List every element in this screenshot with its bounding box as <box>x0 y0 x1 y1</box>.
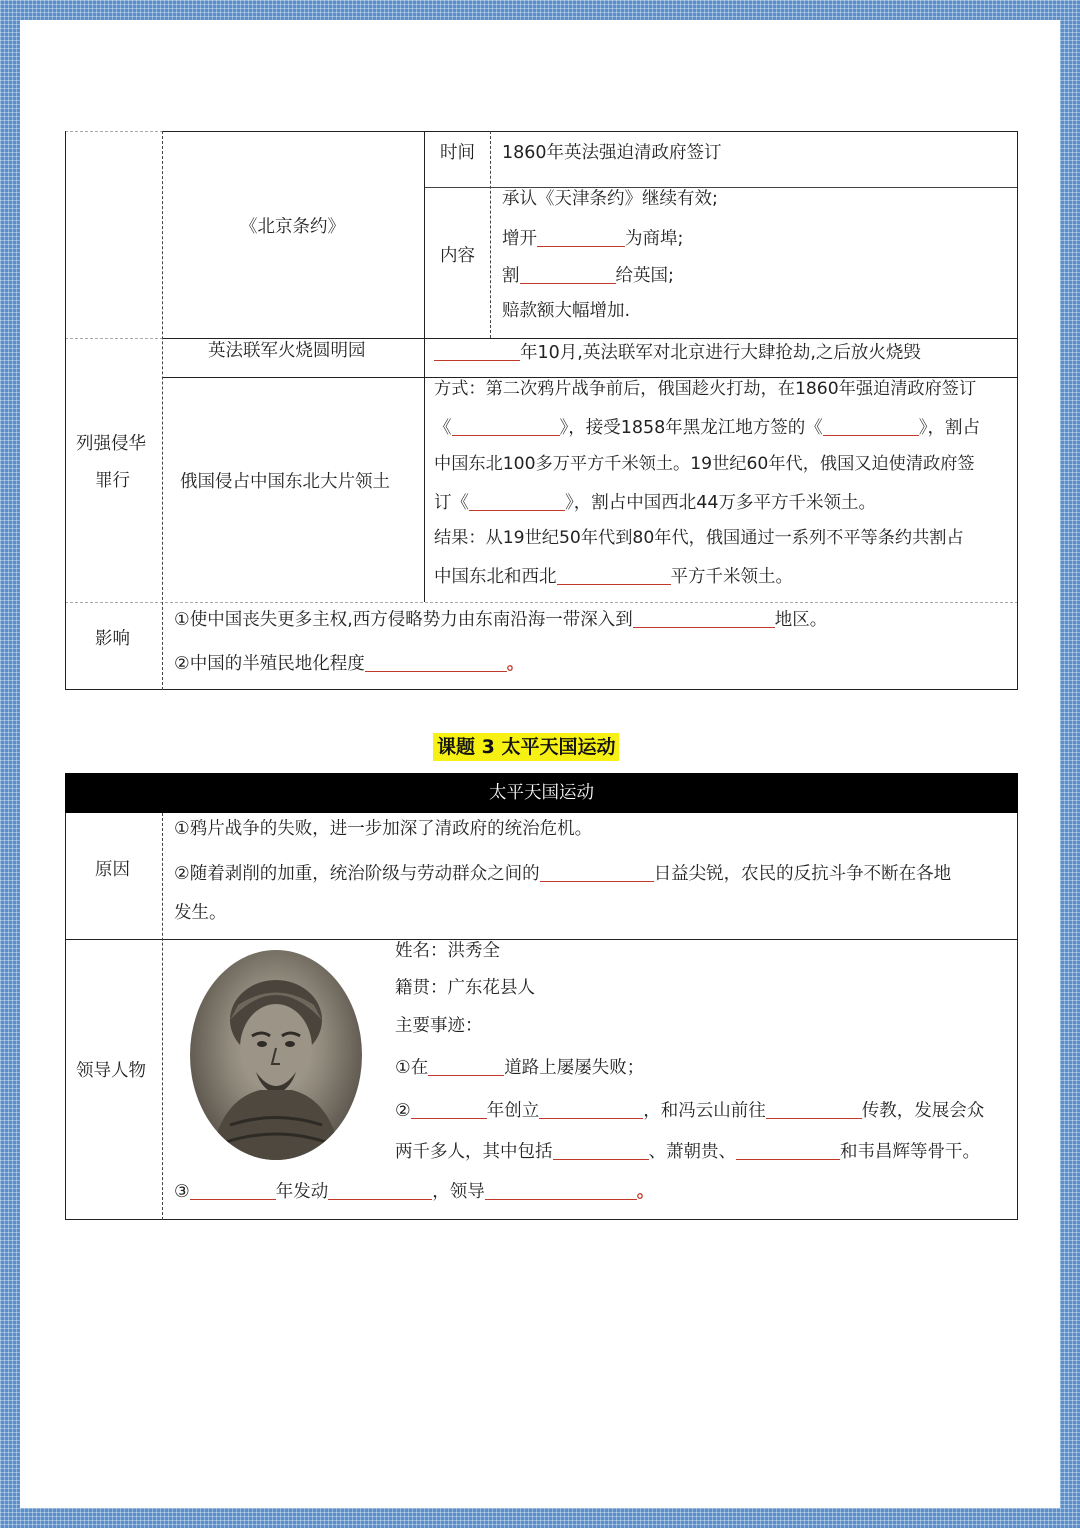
table-border <box>162 813 163 1220</box>
table-border <box>163 131 1018 132</box>
text: 年10月,英法联军对北京进行大肆抢劫,之后放火烧毁 <box>520 343 921 363</box>
text: 》，割占中国西北44万多平方千米领土。 <box>565 493 877 513</box>
table-border <box>65 689 1018 690</box>
table-border <box>163 338 1018 339</box>
text: 订《 <box>434 493 469 513</box>
text: 平方千米领土。 <box>670 567 793 587</box>
text: 传教，发展会众 <box>861 1101 985 1121</box>
text: 中国东北和西北 <box>434 567 557 587</box>
russia-line <box>434 567 793 587</box>
text: 道路上屡屡失败； <box>504 1058 645 1078</box>
text: 《 <box>434 418 452 438</box>
row-header-crimes-line2: 罪行 <box>95 471 130 491</box>
table-border <box>1017 813 1018 1220</box>
fill-blank[interactable] <box>520 266 616 284</box>
fill-blank[interactable] <box>823 418 919 436</box>
fill-blank[interactable] <box>365 654 507 672</box>
event-russia: 俄国侵占中国东北大片领土 <box>180 472 390 492</box>
yuanmingyuan-text <box>434 343 921 363</box>
fill-blank[interactable] <box>411 1101 487 1119</box>
deed-line <box>395 1101 984 1121</box>
fill-blank[interactable] <box>553 1142 649 1160</box>
text: ①使中国丧失更多主权,西方侵略势力由东南沿海一带深入到 <box>174 610 633 630</box>
text: 增开 <box>502 229 537 249</box>
leader-origin: 籍贯：广东花县人 <box>395 978 535 998</box>
table-border <box>1017 131 1018 690</box>
eye <box>257 1041 267 1047</box>
cause-line: 发生。 <box>174 903 227 923</box>
cause-line <box>174 864 951 884</box>
fill-blank[interactable] <box>434 343 520 361</box>
text: 两千多人，其中包括 <box>395 1142 553 1162</box>
fill-blank[interactable] <box>452 418 560 436</box>
text: 给英国; <box>615 266 674 286</box>
text: ，领导 <box>432 1182 485 1202</box>
fill-blank[interactable] <box>428 1058 504 1076</box>
russia-line <box>434 418 980 438</box>
table-border <box>490 131 491 338</box>
row-header-leader: 领导人物 <box>76 1061 146 1081</box>
content-line: 承认《天津条约》继续有效; <box>502 189 718 209</box>
table-header: 太平天国运动 <box>65 773 1018 813</box>
text: 、萧朝贵、 <box>648 1142 736 1162</box>
text: 。 <box>506 654 525 674</box>
russia-line: 结果：从19世纪50年代到80年代，俄国通过一系列不平等条约共割占 <box>434 528 964 548</box>
deed-line <box>395 1058 644 1078</box>
fill-blank[interactable] <box>537 229 625 247</box>
cause-line: ①鸦片战争的失败，进一步加深了清政府的统治危机。 <box>174 819 593 839</box>
leader-name: 姓名：洪秀全 <box>395 941 500 961</box>
content-label: 内容 <box>440 246 475 266</box>
treaty-name: 《北京条约》 <box>240 217 345 237</box>
fill-blank[interactable] <box>766 1101 862 1119</box>
fill-blank[interactable] <box>539 1101 643 1119</box>
text: ② <box>395 1101 411 1121</box>
table-border <box>65 1219 1018 1220</box>
eye <box>285 1041 295 1047</box>
content-line: 赔款额大幅增加. <box>502 301 631 321</box>
table-border <box>65 131 66 690</box>
fill-blank[interactable] <box>328 1182 432 1200</box>
text: 》，接受1858年黑龙江地方签的《 <box>559 418 823 438</box>
text: 。 <box>636 1182 655 1202</box>
table-border <box>65 602 1018 603</box>
deed-line <box>395 1142 980 1162</box>
text: 和韦昌辉等骨干。 <box>840 1142 980 1162</box>
deed-line <box>174 1182 654 1202</box>
impact-line <box>174 654 524 674</box>
impact-line <box>174 610 827 630</box>
fill-blank[interactable] <box>485 1182 637 1200</box>
table-border <box>425 187 1018 188</box>
text: ②随着剥削的加重，统治阶级与劳动群众之间的 <box>174 864 540 884</box>
fill-blank[interactable] <box>633 610 775 628</box>
row-header-cause: 原因 <box>95 860 130 880</box>
hong-xiuquan-portrait <box>190 950 362 1160</box>
fill-blank[interactable] <box>540 864 654 882</box>
fill-blank[interactable] <box>469 493 565 511</box>
text: 年发动 <box>275 1182 329 1202</box>
russia-line: 方式：第二次鸦片战争前后，俄国趁火打劫，在1860年强迫清政府签订 <box>434 379 977 399</box>
fill-blank[interactable] <box>557 567 671 585</box>
row-header-crimes-line1: 列强侵华 <box>76 434 146 454</box>
table-border <box>65 939 1018 940</box>
text: 日益尖锐，农民的反抗斗争不断在各地 <box>653 864 952 884</box>
text: 地区。 <box>774 610 828 630</box>
event-yuanmingyuan: 英法联军火烧圆明园 <box>208 341 366 361</box>
fill-blank[interactable] <box>190 1182 276 1200</box>
time-value: 1860年英法强迫清政府签订 <box>502 143 722 163</box>
text: 年创立 <box>486 1101 540 1121</box>
text: ①在 <box>395 1058 429 1078</box>
table-border <box>65 813 66 1220</box>
russia-line <box>434 493 876 513</box>
portrait-illustration <box>190 950 362 1160</box>
text: 割 <box>502 266 520 286</box>
russia-line: 中国东北100多万平方千米领土。19世纪60年代，俄国又迫使清政府签 <box>434 454 975 474</box>
content-line <box>502 266 674 286</box>
table-border <box>65 338 163 339</box>
table-border <box>424 131 425 602</box>
fill-blank[interactable] <box>736 1142 840 1160</box>
text: ③ <box>174 1182 190 1202</box>
text: 》，割占 <box>918 418 981 438</box>
section-title: 课题 3 太平天国运动 <box>433 733 619 761</box>
text: 为商埠; <box>625 229 684 249</box>
time-label: 时间 <box>440 143 475 163</box>
leader-deeds-label: 主要事迹： <box>395 1016 483 1036</box>
row-header-impact: 影响 <box>95 629 130 649</box>
text: ，和冯云山前往 <box>643 1101 766 1121</box>
table-border <box>65 131 163 132</box>
table-border <box>163 377 1018 378</box>
content-line <box>502 229 683 249</box>
text: ②中国的半殖民地化程度 <box>174 654 365 674</box>
table-border <box>162 131 163 690</box>
